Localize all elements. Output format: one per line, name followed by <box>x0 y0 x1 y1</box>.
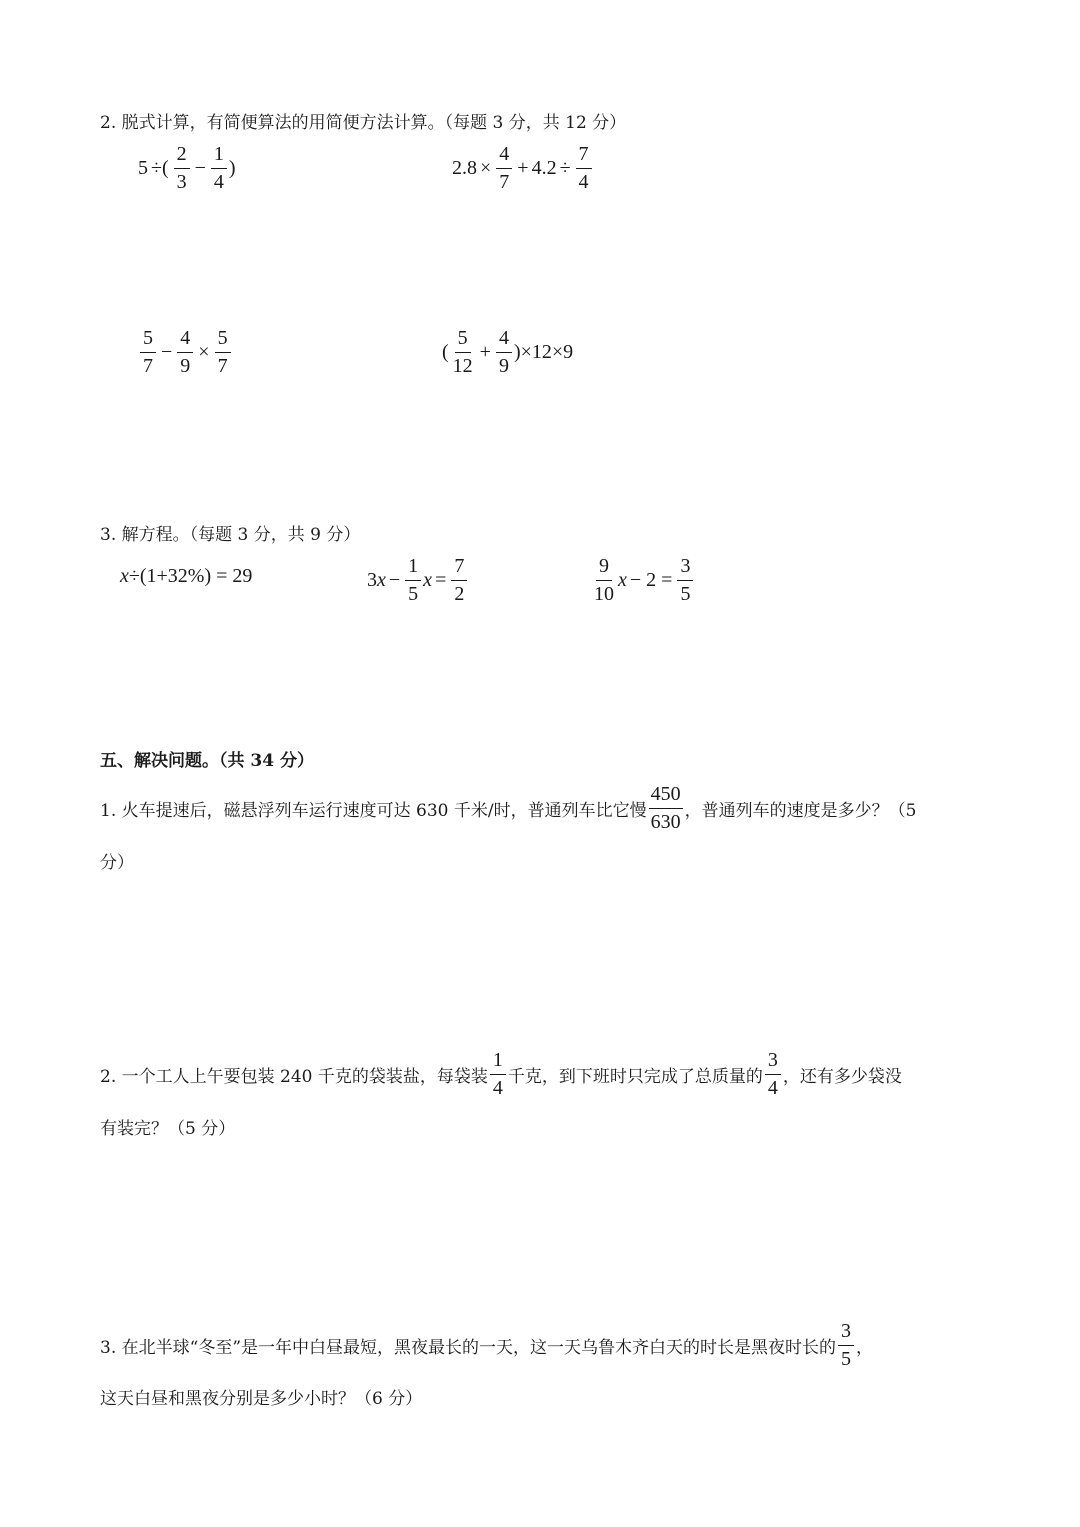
operator: = <box>435 569 447 591</box>
variable: x <box>423 569 433 591</box>
question-text: ， <box>856 1338 874 1358</box>
question-text: ，还有多少袋没 <box>782 1067 902 1087</box>
question-text: ，普通列车的速度是多少？（5 <box>684 801 917 821</box>
section-2-heading: 2. 脱式计算，有简便算法的用简便方法计算。（每题 3 分，共 12 分） <box>100 113 627 133</box>
operator: )×12×9 <box>513 341 574 363</box>
operator: × <box>198 341 210 363</box>
question-5-3-line2: 这天白昼和黑夜分别是多少小时？（6 分） <box>100 1389 423 1409</box>
equation-3-2 <box>367 555 469 606</box>
operator: ) <box>228 157 236 179</box>
fraction: $\frac{3}{5}$ <box>677 555 693 606</box>
operator: − <box>161 341 173 363</box>
expression: ÷(1+32%) = 29 <box>128 565 253 587</box>
question-5-3 <box>100 1320 873 1371</box>
problem-2-4 <box>442 327 573 378</box>
fraction: $\frac{4}{7}$ <box>496 143 512 194</box>
operator: ÷( <box>151 157 169 179</box>
coefficient: 3 <box>367 569 377 591</box>
section-3-heading: 3. 解方程。（每题 3 分，共 9 分） <box>100 525 361 545</box>
operator: − <box>194 157 206 179</box>
fraction: $\frac{1}{5}$ <box>405 555 421 606</box>
variable: x <box>120 565 129 587</box>
fraction: $\frac{7}{4}$ <box>576 143 592 194</box>
section-5-heading: 五、解决问题。（共 34 分） <box>100 751 314 771</box>
question-text: 2. 一个工人上午要包装 240 千克的袋装盐，每袋装 <box>100 1067 488 1087</box>
operator: ÷ <box>559 157 571 179</box>
operator: + <box>479 341 491 363</box>
question-text: 千克，到下班时只完成了总质量的 <box>507 1067 763 1087</box>
fraction: $\frac{3}{5}$ <box>838 1320 854 1371</box>
fraction: $\frac{1}{4}$ <box>211 143 227 194</box>
question-5-1 <box>100 783 916 834</box>
fraction: $\frac{5}{12}$ <box>452 327 473 377</box>
fraction: $\frac{3}{4}$ <box>765 1049 781 1100</box>
fraction: $\frac{450}{630}$ <box>650 783 681 833</box>
operator: − <box>388 569 401 591</box>
expression: − 2 = <box>629 569 673 591</box>
operator: × <box>480 157 492 179</box>
operand: 4.2 <box>531 157 557 179</box>
problem-2-1 <box>138 143 236 194</box>
question-5-2 <box>100 1049 902 1100</box>
variable: x <box>618 569 627 591</box>
fraction: $\frac{9}{10}$ <box>594 555 614 605</box>
fraction: $\frac{1}{4}$ <box>490 1049 506 1100</box>
fraction: $\frac{4}{9}$ <box>177 327 193 378</box>
question-text: 1. 火车提速后，磁悬浮列车运行速度可达 630 千米/时，普通列车比它慢 <box>100 801 647 821</box>
problem-2-3 <box>138 327 233 378</box>
question-text: 3. 在北半球“冬至”是一年中白昼最短，黑夜最长的一天，这一天乌鲁木齐白天的时长是黑夜时长的 <box>100 1338 837 1358</box>
operator: + <box>517 157 529 179</box>
variable: x <box>377 569 386 591</box>
question-5-1-line2: 分） <box>100 853 134 873</box>
fraction: $\frac{5}{7}$ <box>215 327 231 378</box>
fraction: $\frac{4}{9}$ <box>496 327 512 378</box>
operand: 2.8 <box>452 157 477 179</box>
equation-3-1 <box>120 565 252 588</box>
fraction: $\frac{2}{3}$ <box>174 143 190 194</box>
operator: ( <box>442 341 449 363</box>
fraction: $\frac{7}{2}$ <box>451 555 467 606</box>
question-5-2-line2: 有装完？（5 分） <box>100 1119 236 1139</box>
problem-2-2 <box>452 143 594 194</box>
operand: 5 <box>138 157 148 179</box>
fraction: $\frac{5}{7}$ <box>140 327 156 378</box>
equation-3-3 <box>590 555 695 606</box>
